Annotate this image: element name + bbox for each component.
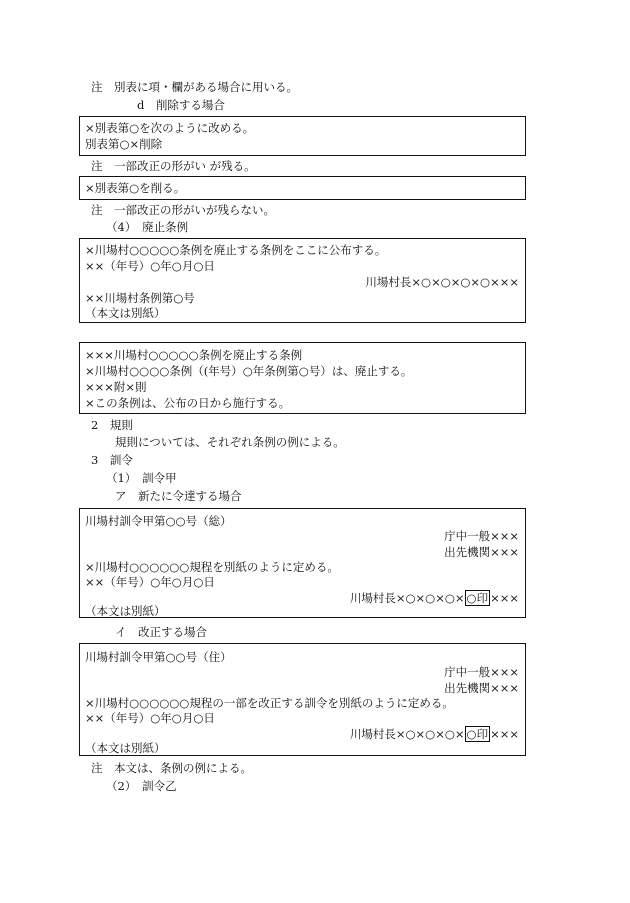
- box-line: 出先機関×××: [444, 681, 519, 695]
- example-box-new-instruction: [79, 508, 526, 618]
- box-line: 別表第○×削除: [85, 137, 163, 151]
- signature-tail: ×××: [490, 591, 519, 605]
- box-line: ×この条例は、公布の日から施行する。: [85, 396, 291, 410]
- heading-amend-case: イ 改正する場合: [115, 625, 207, 639]
- box-line: ×別表第○を削る。: [85, 181, 186, 195]
- seal-mark: ○印: [466, 727, 489, 741]
- heading-instructions: 3 訓令: [91, 453, 133, 467]
- heading-instruction-b: （2） 訓令乙: [106, 779, 177, 793]
- signature-text: 川場村長×○×○×○×: [349, 727, 465, 741]
- rules-text: 規則については、それぞれ条例の例による。: [115, 435, 345, 449]
- example-box-delete-table: [79, 176, 526, 200]
- box-line: ×××川場村○○○○○条例を廃止する条例: [85, 348, 303, 362]
- note-row-item-column: 注 別表に項・欄がある場合に用いる。: [91, 80, 298, 94]
- box-line: （本文は別紙）: [85, 741, 166, 755]
- signature-text: 川場村長×○×○×○×: [349, 591, 465, 605]
- box-line: ×川場村○○○○○○規程を別紙のように定める。: [85, 560, 339, 574]
- box-line: ×川場村○○○○○○規程の一部を改正する訓令を別紙のように定める。: [85, 696, 454, 710]
- box-line: ×別表第○を次のように改める。: [85, 121, 255, 135]
- box-line: （本文は別紙）: [85, 604, 166, 618]
- box-line: 出先機関×××: [444, 545, 519, 559]
- seal-mark: ○印: [466, 591, 489, 605]
- heading-instruction-a: （1） 訓令甲: [106, 471, 177, 485]
- note-form-not-remain: 注 一部改正の形がいが残らない。: [91, 203, 275, 217]
- box-line: （本文は別紙）: [85, 306, 166, 320]
- mayor-signature-line: [350, 726, 519, 742]
- box-line: 川場村訓令甲第○○号（総）: [85, 514, 232, 528]
- heading-new-issue: ア 新たに令達する場合: [115, 489, 242, 503]
- note-text-per-ordinance: 注 本文は、条例の例による。: [91, 761, 252, 775]
- heading-repeal-ordinance: （4） 廃止条例: [106, 220, 189, 234]
- box-line: ××（年号）○年○月○日: [85, 711, 215, 725]
- heading-rules: 2 規則: [91, 418, 133, 432]
- note-form-remains: 注 一部改正の形がい が残る。: [91, 159, 256, 173]
- mayor-signature-line: 川場村長×○×○×○×○×××: [365, 275, 519, 289]
- example-box-replace-table: [79, 116, 526, 156]
- box-line: 庁中一般×××: [444, 665, 519, 679]
- example-box-amend-instruction: [79, 643, 526, 756]
- box-line: ×××附×則: [85, 380, 147, 394]
- box-line: 庁中一般×××: [444, 529, 519, 543]
- box-line: ××川場村条例第○号: [85, 291, 195, 305]
- box-line: ×川場村○○○○○条例を廃止する条例をここに公布する。: [85, 243, 387, 257]
- example-box-repeal-proclamation: [79, 238, 526, 323]
- box-line: ××（年号）○年○月○日: [85, 259, 215, 273]
- signature-tail: ×××: [490, 727, 519, 741]
- example-box-repeal-text: [79, 342, 526, 414]
- box-line: 川場村訓令甲第○○号（住）: [85, 650, 232, 664]
- mayor-signature-line: [350, 590, 519, 606]
- heading-delete-case: d 削除する場合: [137, 98, 225, 112]
- box-line: ××（年号）○年○月○日: [85, 575, 215, 589]
- box-line: ×川場村○○○○条例（(年号）○年条例第○号）は、廃止する。: [85, 364, 413, 378]
